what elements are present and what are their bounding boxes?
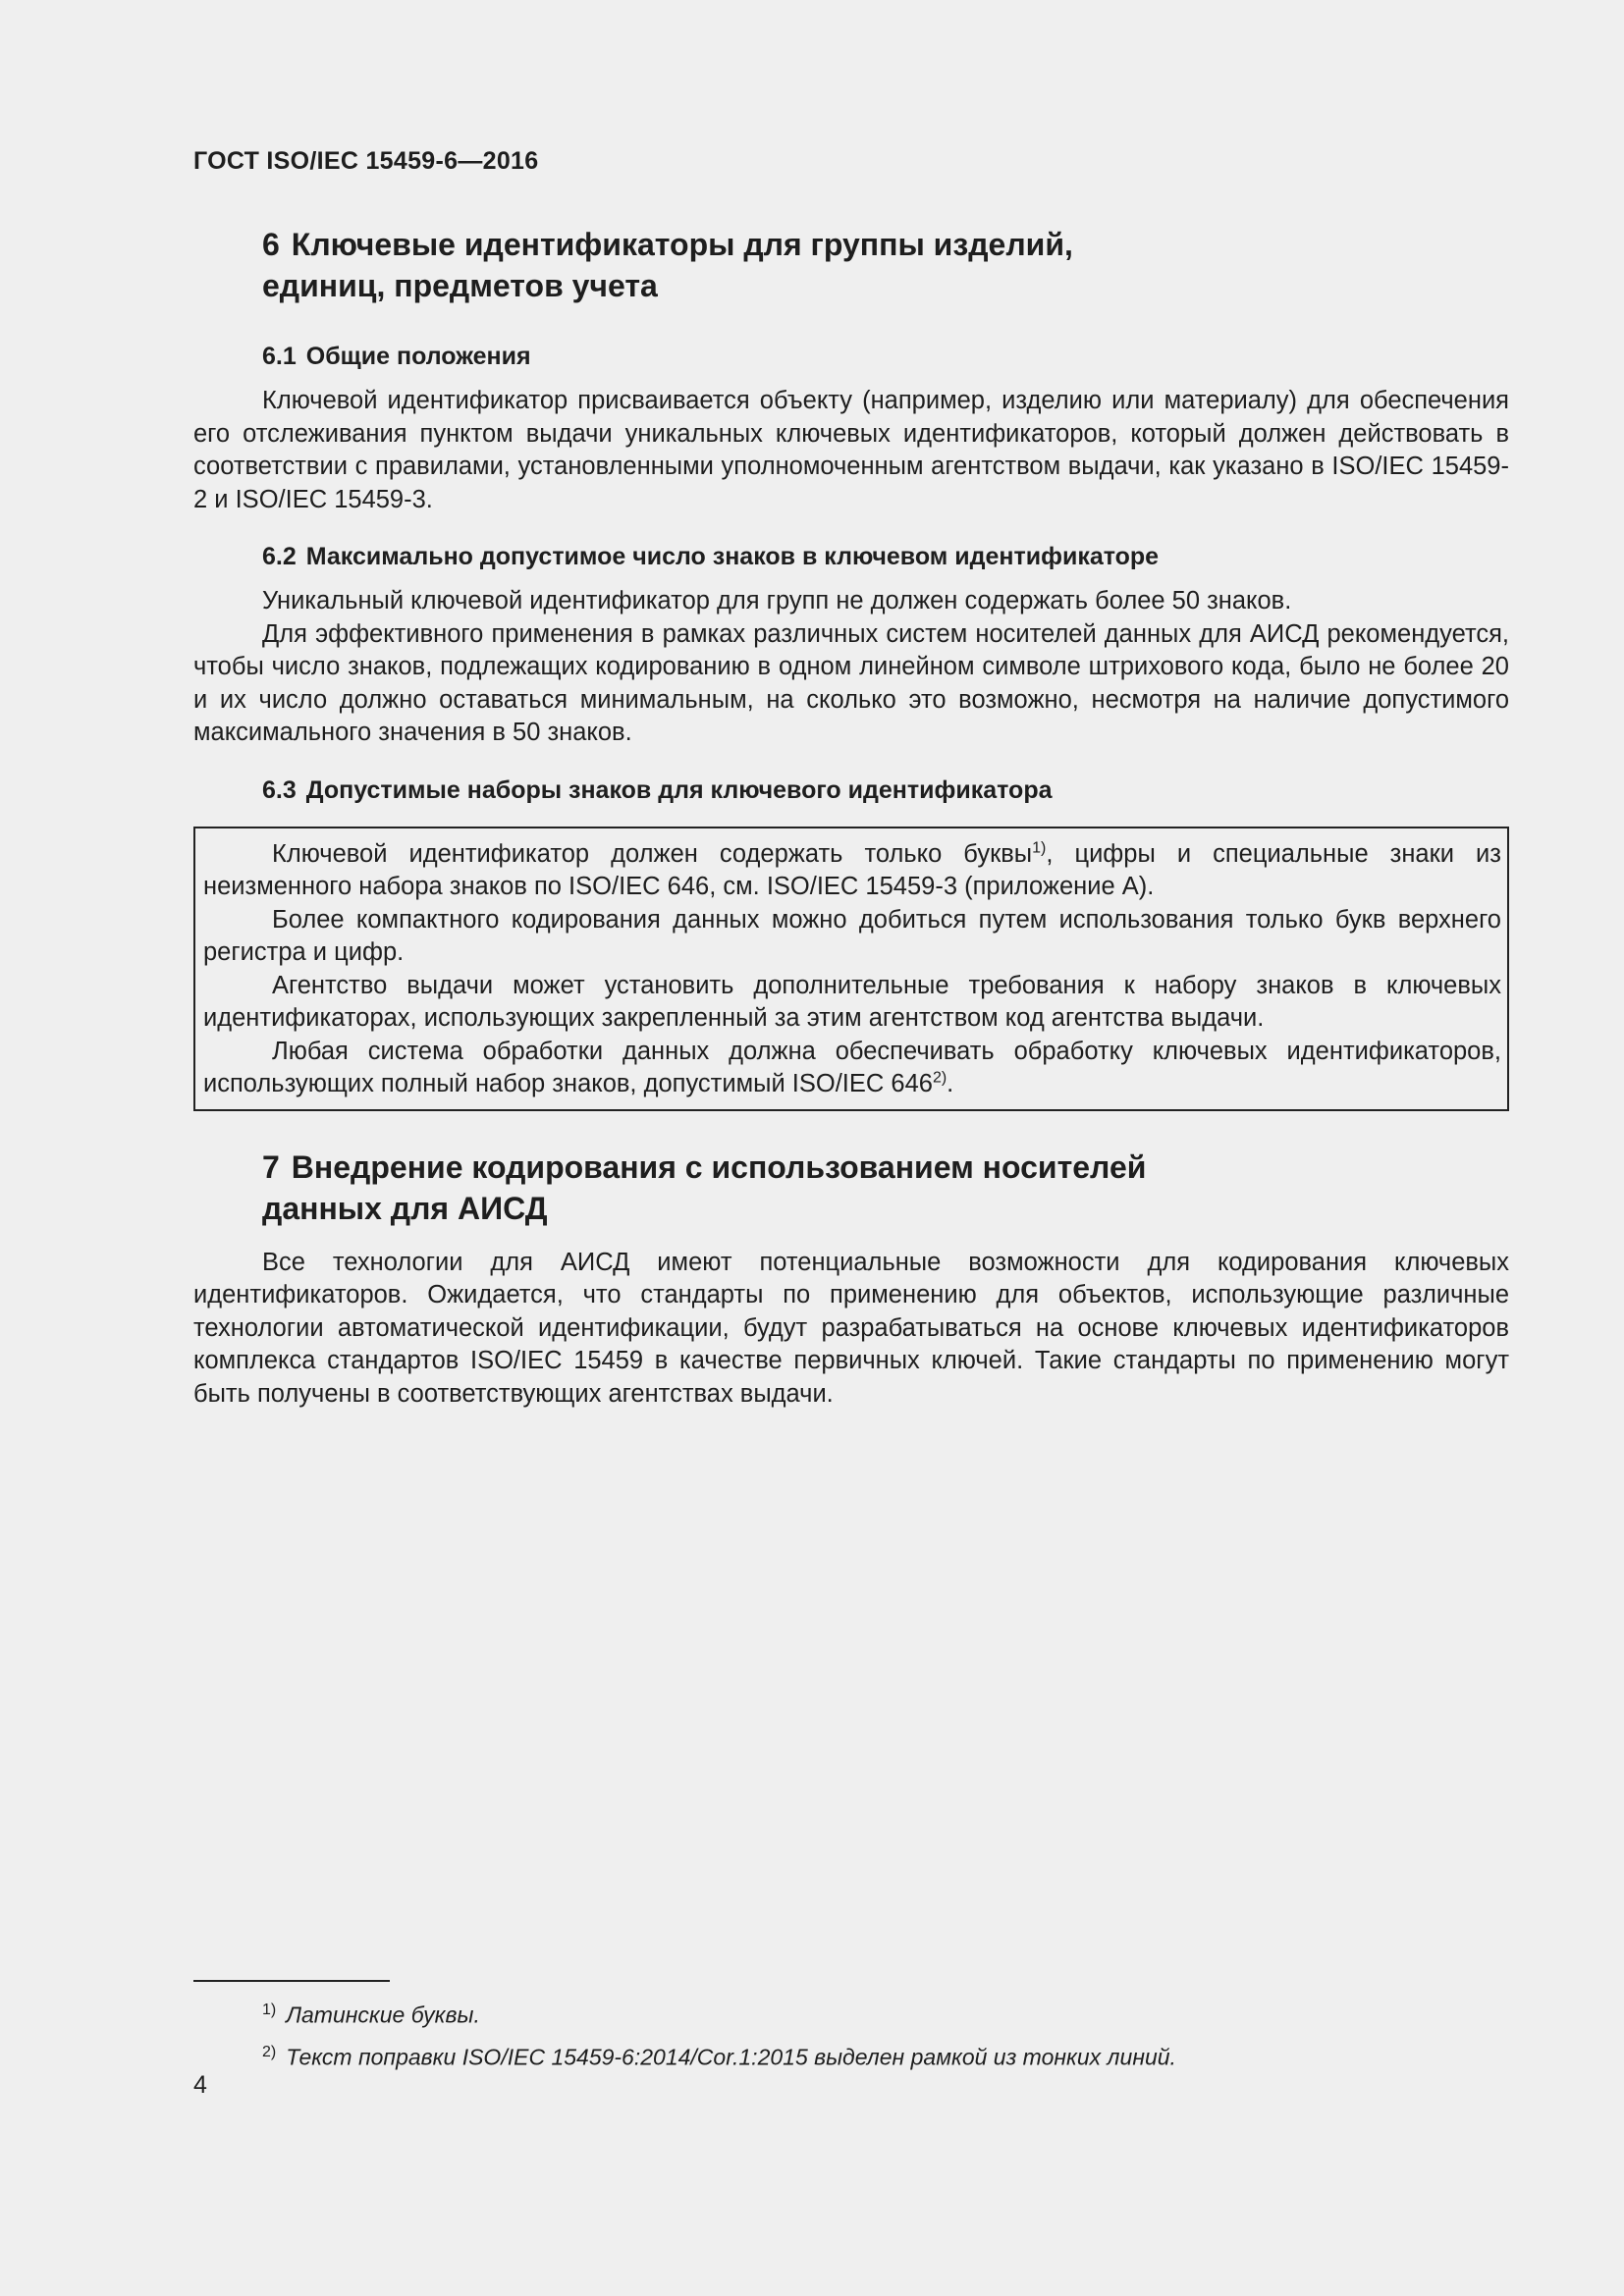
footnote-2-text: Текст поправки ISO/IEC 15459-6:2014/Cor.1:2015 выделен рамкой из тонких линий. [286,2044,1176,2070]
amendment-paragraph-1-text-a: Ключевой идентификатор должен содержать только буквы [272,839,1033,868]
footnote-2 [262,2034,1372,2076]
section-7-paragraph: Все технологии для АИСД имеют потенциальные возможности для кодирования ключевых идентификаторов. Ожидается, что стандарты по применению для объектов, использующие различные технологии автоматической идентификации, будут разрабатываться на основе ключевых идентификаторов комплекса стандартов ISO/IEC 15459 в качестве первичных ключей. Такие стандарты по применению могут быть получены в соответствующих агентствах выдачи. [193,1248,1509,1408]
section-6-title-line1: Ключевые идентификаторы для группы изделий, [291,227,1073,262]
footnote-1 [262,1992,1372,2034]
subsection-6-2-paragraph-1: Уникальный ключевой идентификатор для групп не должен содержать более 50 знаков. [262,587,1292,614]
amendment-paragraph-1-text-b: , цифры и специальные знаки из неизменного набора знаков по ISO/IEC 646, см. ISO/IEC 15459-3 (приложение А). [203,839,1501,900]
footnote-2-mark: 2) [262,2043,277,2060]
subsection-6-3-number: 6.3 [262,775,297,804]
amendment-paragraph-3: Агентство выдачи может установить дополнительные требования к набору знаков в ключевых идентификаторах, использующих закрепленный за этим агентством код агентства выдачи. [203,971,1501,1032]
subsection-6-1-heading [262,340,1509,373]
section-7-heading [262,1147,1509,1229]
subsection-6-2-heading [262,540,1509,573]
document-header: ГОСТ ISO/IEC 15459-6—2016 [193,147,539,175]
footnote-separator [193,1980,390,1982]
subsection-6-1-title: Общие положения [305,343,531,370]
subsection-6-2-number: 6.2 [262,543,297,570]
subsection-6-1-paragraph: Ключевой идентификатор присваивается объекту (например, изделию или материалу) для обеспечения его отслеживания пунктом выдачи уникальных ключевых идентификаторов, который должен действовать в соответствии с правилами, установленными уполномоченным агентством выдачи, как указано в ISO/IEC 15459-2 и ISO/IEC 15459-3. [193,387,1509,513]
footnote-1-text: Латинские буквы. [286,2002,480,2028]
footnote-1-mark: 1) [262,2002,277,2018]
section-7-number: 7 [262,1148,280,1185]
amendment-paragraph-2: Более компактного кодирования данных можно добиться путем использования только букв верхнего регистра и цифр. [203,905,1501,966]
footnotes [193,1980,1372,2075]
page-content [193,224,1509,1411]
amendment-paragraph-4-text-b: . [947,1070,954,1097]
subsection-6-3-heading [262,774,1509,807]
subsection-6-3-title: Допустимые наборы знаков для ключевого идентификатора [305,775,1053,804]
footnote-ref-1: 1) [1032,839,1047,856]
subsection-6-2-paragraph-2: Для эффективного применения в рамках различных систем носителей данных для АИСД рекомендуется, чтобы число знаков, подлежащих кодированию в одном линейном символе штрихового кода, было не более 20 и их число должно оставаться минимальным, на сколько это возможно, несмотря на наличие допустимого максимального значения в 50 знаков. [193,619,1509,746]
section-6-number: 6 [262,227,280,262]
amendment-frame [193,827,1509,1111]
page-number: 4 [193,2071,207,2099]
section-7-title-line1: Внедрение кодирования с использованием носителей [291,1148,1147,1185]
amendment-paragraph-4-text-a: Любая система обработки данных должна обеспечивать обработку ключевых идентификаторов, использующих полный набор знаков, допустимый ISO/IEC 646 [203,1037,1501,1097]
section-7-title-line2: данных для АИСД [262,1190,548,1226]
amendment-paragraph-4 [203,1036,1501,1101]
subsection-6-2-title: Максимально допустимое число знаков в ключевом идентификаторе [305,543,1160,570]
subsection-6-1-number: 6.1 [262,343,297,370]
section-6-heading [262,224,1509,306]
section-6-title-line2: единиц, предметов учета [262,268,658,303]
amendment-paragraph-1 [203,838,1501,904]
footnote-ref-2: 2) [932,1069,947,1087]
